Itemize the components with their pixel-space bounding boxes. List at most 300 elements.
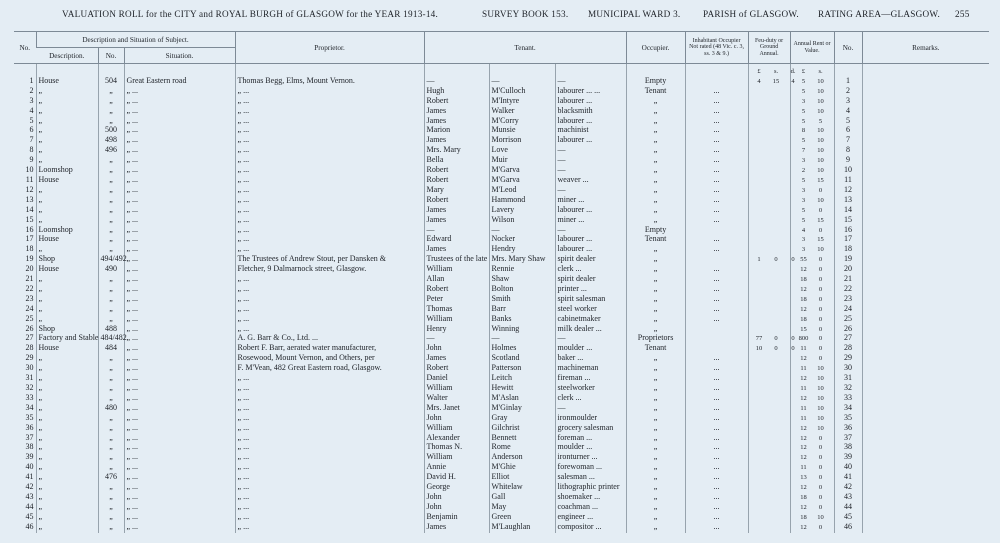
annual-rent bbox=[790, 344, 834, 354]
proprietor: Fletcher, 9 Dalmarnock street, Glasgow. bbox=[235, 265, 424, 275]
feu-shillings-unit: s. bbox=[773, 68, 779, 75]
tenant-occupation: — bbox=[555, 156, 626, 166]
tenant-surname: Munsie bbox=[489, 126, 555, 136]
street-number: 500 bbox=[98, 126, 124, 136]
tenant-forename: Bella bbox=[424, 156, 489, 166]
situation: „ ... bbox=[124, 305, 235, 315]
row-number: 18 bbox=[25, 244, 34, 254]
rent-rl: 5 bbox=[801, 216, 806, 224]
occupier: „ bbox=[626, 503, 685, 513]
proprietor: „ ... bbox=[235, 493, 424, 503]
description: „ bbox=[36, 483, 98, 493]
tenant-surname: Holmes bbox=[489, 344, 555, 354]
row-number-right: 15 bbox=[834, 216, 862, 226]
row-number-right: 39 bbox=[834, 453, 862, 463]
annual-rent bbox=[790, 315, 834, 325]
row-number: 15 bbox=[25, 214, 34, 224]
description: „ bbox=[36, 315, 98, 325]
tenant-surname: Nocker bbox=[489, 235, 555, 245]
rent-rs: 10 bbox=[817, 87, 824, 95]
occupier: „ bbox=[626, 275, 685, 285]
tenant-surname: Anderson bbox=[489, 453, 555, 463]
feu-duty bbox=[748, 235, 790, 245]
annual-rent bbox=[790, 364, 834, 374]
description: „ bbox=[36, 443, 98, 453]
remarks bbox=[862, 186, 989, 196]
annual-rent bbox=[790, 325, 834, 335]
col-tenant: Tenant. bbox=[424, 32, 626, 64]
situation: „ ... bbox=[124, 285, 235, 295]
tenant-forename: James bbox=[424, 206, 489, 216]
rent-rs: 0 bbox=[818, 503, 823, 511]
inhabitant-occupier: ... bbox=[685, 275, 748, 285]
annual-rent bbox=[790, 503, 834, 513]
annual-rent bbox=[790, 493, 834, 503]
tenant-occupation: moulder ... bbox=[555, 344, 626, 354]
tenant-forename: Robert bbox=[424, 97, 489, 107]
rent-rs: 0 bbox=[818, 266, 823, 274]
tenant-surname: Gall bbox=[489, 493, 555, 503]
rent-rl: 5 bbox=[801, 107, 806, 115]
tenant-occupation: steel worker bbox=[555, 305, 626, 315]
description: „ bbox=[36, 424, 98, 434]
parish: PARISH of GLASGOW. bbox=[703, 9, 799, 19]
col-occupier: Occupier. bbox=[626, 32, 685, 64]
street-number: „ bbox=[98, 414, 124, 424]
description: „ bbox=[36, 216, 98, 226]
inhabitant-occupier: ... bbox=[685, 315, 748, 325]
rent-rs: 0 bbox=[818, 493, 823, 501]
occupier: „ bbox=[626, 305, 685, 315]
remarks bbox=[862, 453, 989, 463]
col-proprietor: Proprietor. bbox=[235, 32, 424, 64]
occupier: „ bbox=[626, 384, 685, 394]
street-number: „ bbox=[98, 374, 124, 384]
feu-fl: 4 bbox=[757, 77, 761, 85]
tenant-occupation: foreman ... bbox=[555, 434, 626, 444]
proprietor: „ ... bbox=[235, 394, 424, 404]
rent-rs: 10 bbox=[817, 513, 824, 521]
row-number-right: 37 bbox=[834, 434, 862, 444]
feu-duty bbox=[748, 295, 790, 305]
row-number-right: 25 bbox=[834, 315, 862, 325]
units-row bbox=[14, 64, 989, 77]
annual-rent bbox=[790, 265, 834, 275]
rent-rs: 10 bbox=[817, 375, 824, 383]
occupier: „ bbox=[626, 394, 685, 404]
remarks bbox=[862, 334, 989, 344]
street-number: 490 bbox=[98, 265, 124, 275]
row-number-right: 14 bbox=[834, 206, 862, 216]
feu-duty bbox=[748, 315, 790, 325]
description: Loomshop bbox=[36, 226, 98, 236]
inhabitant-occupier: ... bbox=[685, 206, 748, 216]
feu-duty bbox=[748, 117, 790, 127]
rent-rl: 12 bbox=[800, 503, 807, 511]
table-row bbox=[14, 523, 989, 533]
street-number: „ bbox=[98, 176, 124, 186]
tenant-forename: James bbox=[424, 117, 489, 127]
roll-title: VALUATION ROLL for the CITY and ROYAL BURGH of GLASGOW for the YEAR 1913-14. bbox=[62, 9, 439, 19]
proprietor: „ ... bbox=[235, 117, 424, 127]
rent-rl: 11 bbox=[800, 464, 807, 472]
remarks bbox=[862, 404, 989, 414]
row-number: 22 bbox=[25, 283, 34, 293]
feu-fl: 10 bbox=[755, 345, 763, 353]
street-number: „ bbox=[98, 166, 124, 176]
tenant-occupation: — bbox=[555, 77, 626, 87]
remarks bbox=[862, 146, 989, 156]
street-number: 504 bbox=[98, 77, 124, 87]
feu-duty bbox=[748, 77, 795, 87]
valuation-table bbox=[14, 31, 989, 533]
proprietor: „ ... bbox=[235, 503, 424, 513]
proprietor: Rosewood, Mount Vernon, and Others, per bbox=[235, 354, 424, 364]
tenant-surname: M'Garva bbox=[489, 166, 555, 176]
occupier: „ bbox=[626, 523, 685, 533]
row-number-right: 41 bbox=[834, 473, 862, 483]
row-number: 43 bbox=[25, 491, 34, 501]
proprietor: F. M'Vean, 482 Great Eastern road, Glasgow. bbox=[235, 364, 424, 374]
tenant-occupation: fireman ... bbox=[555, 374, 626, 384]
annual-rent bbox=[790, 305, 834, 315]
inhabitant-occupier: ... bbox=[685, 394, 748, 404]
row-number-right: 7 bbox=[834, 136, 862, 146]
occupier: „ bbox=[626, 206, 685, 216]
tenant-surname: Shaw bbox=[489, 275, 555, 285]
description: „ bbox=[36, 295, 98, 305]
remarks bbox=[862, 523, 989, 533]
street-number: 476 bbox=[98, 473, 124, 483]
occupier: „ bbox=[626, 156, 685, 166]
inhabitant-occupier: ... bbox=[685, 216, 748, 226]
tenant-surname: M'Corry bbox=[489, 117, 555, 127]
table-row bbox=[14, 216, 989, 226]
rent-rs: 0 bbox=[818, 325, 823, 333]
feu-pounds-unit: £ bbox=[757, 68, 761, 75]
occupier: „ bbox=[626, 146, 685, 156]
street-number: „ bbox=[98, 443, 124, 453]
remarks bbox=[862, 126, 989, 136]
annual-rent bbox=[790, 245, 834, 255]
street-number: „ bbox=[98, 453, 124, 463]
situation: „ ... bbox=[124, 186, 235, 196]
rent-rl: 7 bbox=[801, 147, 806, 155]
row-number-right: 44 bbox=[834, 503, 862, 513]
tenant-surname: Mrs. Mary Shaw bbox=[489, 255, 555, 265]
feu-duty bbox=[748, 513, 790, 523]
description: „ bbox=[36, 107, 98, 117]
proprietor: „ ... bbox=[235, 166, 424, 176]
tenant-occupation: blacksmith bbox=[555, 107, 626, 117]
occupier: „ bbox=[626, 443, 685, 453]
street-number: „ bbox=[98, 245, 124, 255]
street-number: „ bbox=[98, 285, 124, 295]
rent-rs: 10 bbox=[817, 97, 824, 105]
row-number: 9 bbox=[29, 155, 34, 165]
rent-rl: 8 bbox=[801, 127, 806, 135]
street-number: „ bbox=[98, 87, 124, 97]
row-number: 6 bbox=[29, 125, 34, 135]
description: House bbox=[36, 77, 98, 87]
tenant-occupation: labourer ... bbox=[555, 136, 626, 146]
tenant-forename: John bbox=[424, 344, 489, 354]
inhabitant-occupier: ... bbox=[685, 424, 748, 434]
col-remarks: Remarks. bbox=[862, 32, 989, 64]
rent-rl: 5 bbox=[801, 137, 806, 145]
situation: „ ... bbox=[124, 424, 235, 434]
feu-duty bbox=[748, 245, 790, 255]
occupier: „ bbox=[626, 117, 685, 127]
tenant-surname: M'Ghie bbox=[489, 463, 555, 473]
tenant-occupation: — bbox=[555, 226, 626, 236]
tenant-occupation: weaver ... bbox=[555, 176, 626, 186]
tenant-surname: Bennett bbox=[489, 434, 555, 444]
proprietor: „ ... bbox=[235, 414, 424, 424]
situation: „ ... bbox=[124, 107, 235, 117]
tenant-occupation: machinist bbox=[555, 126, 626, 136]
proprietor: „ ... bbox=[235, 513, 424, 523]
situation: „ ... bbox=[124, 216, 235, 226]
rent-shillings-unit: s. bbox=[818, 68, 823, 75]
remarks bbox=[862, 473, 989, 483]
situation: „ ... bbox=[124, 325, 235, 335]
feu-duty bbox=[748, 107, 790, 117]
rent-rs: 0 bbox=[818, 523, 823, 531]
street-number: „ bbox=[98, 523, 124, 533]
rent-rs: 10 bbox=[817, 414, 824, 422]
proprietor: „ ... bbox=[235, 126, 424, 136]
tenant-occupation: — bbox=[555, 186, 626, 196]
annual-rent bbox=[790, 77, 834, 87]
rent-rl: 12 bbox=[800, 523, 807, 531]
inhabitant-occupier: ... bbox=[685, 126, 748, 136]
tenant-occupation: clerk ... bbox=[555, 265, 626, 275]
inhabitant-occupier bbox=[685, 325, 748, 335]
inhabitant-occupier: ... bbox=[685, 97, 748, 107]
tenant-forename: Daniel bbox=[424, 374, 489, 384]
tenant-forename: Robert bbox=[424, 176, 489, 186]
proprietor: „ ... bbox=[235, 156, 424, 166]
annual-rent bbox=[790, 453, 834, 463]
annual-rent bbox=[790, 166, 834, 176]
rent-rl: 3 bbox=[801, 236, 806, 244]
row-number: 16 bbox=[25, 224, 34, 234]
situation: „ ... bbox=[124, 364, 235, 374]
row-number-right: 3 bbox=[834, 97, 862, 107]
feu-duty bbox=[748, 275, 790, 285]
rent-rl: 12 bbox=[800, 266, 807, 274]
feu-duty bbox=[748, 176, 790, 186]
description: „ bbox=[36, 136, 98, 146]
feu-duty bbox=[748, 126, 790, 136]
remarks bbox=[862, 503, 989, 513]
tenant-surname: M'Garva bbox=[489, 176, 555, 186]
rent-pounds-unit: £ bbox=[801, 68, 806, 75]
row-number: 2 bbox=[29, 85, 34, 95]
description: „ bbox=[36, 503, 98, 513]
proprietor: „ ... bbox=[235, 206, 424, 216]
inhabitant-occupier: ... bbox=[685, 136, 748, 146]
row-number: 27 bbox=[25, 333, 34, 343]
rent-units bbox=[790, 64, 834, 77]
row-number: 17 bbox=[25, 234, 34, 244]
situation: „ ... bbox=[124, 226, 235, 236]
row-number: 4 bbox=[29, 105, 34, 115]
inhabitant-occupier: ... bbox=[685, 107, 748, 117]
occupier: Proprietors bbox=[626, 334, 685, 344]
tenant-occupation: labourer ... bbox=[555, 97, 626, 107]
row-number-right: 30 bbox=[834, 364, 862, 374]
occupier: „ bbox=[626, 285, 685, 295]
tenant-occupation: steelworker bbox=[555, 384, 626, 394]
rent-rs: 0 bbox=[818, 355, 823, 363]
annual-rent bbox=[790, 275, 834, 285]
tenant-occupation: — bbox=[555, 166, 626, 176]
description: „ bbox=[36, 275, 98, 285]
feu-fs: 0 bbox=[774, 345, 778, 353]
inhabitant-occupier: ... bbox=[685, 176, 748, 186]
tenant-forename: Mary bbox=[424, 186, 489, 196]
situation: „ ... bbox=[124, 275, 235, 285]
situation: „ ... bbox=[124, 315, 235, 325]
rent-rl: 12 bbox=[800, 285, 807, 293]
remarks bbox=[862, 265, 989, 275]
feu-duty bbox=[748, 325, 790, 335]
rent-rs: 0 bbox=[818, 484, 823, 492]
rent-rl: 5 bbox=[801, 87, 806, 95]
description: „ bbox=[36, 404, 98, 414]
rent-rl: 11 bbox=[800, 345, 807, 353]
tenant-surname: Gray bbox=[489, 414, 555, 424]
occupier: „ bbox=[626, 434, 685, 444]
row-number: 45 bbox=[25, 511, 34, 521]
rent-rl: 5 bbox=[801, 117, 806, 125]
annual-rent bbox=[790, 136, 834, 146]
occupier: „ bbox=[626, 186, 685, 196]
feu-duty bbox=[748, 453, 790, 463]
tenant-forename: John bbox=[424, 414, 489, 424]
remarks bbox=[862, 136, 989, 146]
occupier: „ bbox=[626, 107, 685, 117]
situation: „ ... bbox=[124, 206, 235, 216]
tenant-forename: Thomas bbox=[424, 305, 489, 315]
description: Factory and Stable bbox=[36, 334, 98, 344]
row-number-right: 46 bbox=[834, 523, 862, 533]
occupier: „ bbox=[626, 97, 685, 107]
description: „ bbox=[36, 126, 98, 136]
occupier: Empty bbox=[626, 226, 685, 236]
annual-rent bbox=[790, 156, 834, 166]
street-number: „ bbox=[98, 235, 124, 245]
situation: „ ... bbox=[124, 196, 235, 206]
proprietor: „ ... bbox=[235, 216, 424, 226]
street-number: „ bbox=[98, 186, 124, 196]
rent-rl: 18 bbox=[800, 493, 807, 501]
annual-rent bbox=[790, 216, 834, 226]
row-number-right: 43 bbox=[834, 493, 862, 503]
tenant-occupation: labourer ... bbox=[555, 245, 626, 255]
annual-rent bbox=[790, 374, 834, 384]
situation: „ ... bbox=[124, 374, 235, 384]
rent-rs: 10 bbox=[817, 127, 824, 135]
description: „ bbox=[36, 513, 98, 523]
annual-rent bbox=[790, 196, 834, 206]
tenant-occupation: ironturner ... bbox=[555, 453, 626, 463]
rent-rl: 12 bbox=[800, 444, 807, 452]
col-no2: No. bbox=[834, 32, 862, 64]
row-number-right: 10 bbox=[834, 166, 862, 176]
inhabitant-occupier: ... bbox=[685, 493, 748, 503]
tenant-forename: Henry bbox=[424, 325, 489, 335]
row-number: 10 bbox=[25, 165, 34, 175]
description: Shop bbox=[36, 325, 98, 335]
tenant-surname: Morrison bbox=[489, 136, 555, 146]
tenant-forename: William bbox=[424, 384, 489, 394]
street-number: 484/482 bbox=[98, 334, 124, 344]
remarks bbox=[862, 117, 989, 127]
rent-rl: 5 bbox=[801, 206, 806, 214]
tenant-forename: James bbox=[424, 523, 489, 533]
situation: „ ... bbox=[124, 354, 235, 364]
annual-rent bbox=[790, 206, 834, 216]
remarks bbox=[862, 235, 989, 245]
occupier: „ bbox=[626, 315, 685, 325]
inhabitant-occupier: ... bbox=[685, 414, 748, 424]
inhabitant-occupier: ... bbox=[685, 87, 748, 97]
tenant-occupation: lithographic printer bbox=[555, 483, 626, 493]
rent-rs: 0 bbox=[818, 454, 823, 462]
rent-rs: 0 bbox=[818, 315, 823, 323]
tenant-occupation: miner ... bbox=[555, 196, 626, 206]
occupier: „ bbox=[626, 364, 685, 374]
feu-duty bbox=[748, 334, 795, 344]
feu-duty bbox=[748, 473, 790, 483]
feu-duty bbox=[748, 255, 795, 265]
remarks bbox=[862, 325, 989, 335]
remarks bbox=[862, 424, 989, 434]
inhabitant-occupier: ... bbox=[685, 513, 748, 523]
proprietor: A. G. Barr & Co., Ltd. ... bbox=[235, 334, 424, 344]
tenant-surname: Smith bbox=[489, 295, 555, 305]
tenant-surname: Whitelaw bbox=[489, 483, 555, 493]
tenant-forename: John bbox=[424, 503, 489, 513]
rent-rl: 18 bbox=[800, 276, 807, 284]
inhabitant-occupier: ... bbox=[685, 404, 748, 414]
situation: „ ... bbox=[124, 334, 235, 344]
inhabitant-occupier: ... bbox=[685, 453, 748, 463]
rent-rl: 12 bbox=[800, 355, 807, 363]
row-number-right: 9 bbox=[834, 156, 862, 166]
feu-duty bbox=[748, 483, 790, 493]
proprietor: „ ... bbox=[235, 384, 424, 394]
description: „ bbox=[36, 146, 98, 156]
annual-rent bbox=[790, 186, 834, 196]
row-number-right: 35 bbox=[834, 414, 862, 424]
proprietor: „ ... bbox=[235, 87, 424, 97]
rent-rl: 2 bbox=[801, 167, 806, 175]
row-number: 26 bbox=[25, 323, 34, 333]
feu-fs: 15 bbox=[772, 77, 780, 85]
remarks bbox=[862, 166, 989, 176]
tenant-occupation: miner ... bbox=[555, 216, 626, 226]
row-number: 1 bbox=[29, 75, 34, 85]
tenant-occupation: moulder ... bbox=[555, 443, 626, 453]
row-number-right: 34 bbox=[834, 404, 862, 414]
tenant-surname: Muir bbox=[489, 156, 555, 166]
street-number: „ bbox=[98, 275, 124, 285]
proprietor: „ ... bbox=[235, 285, 424, 295]
